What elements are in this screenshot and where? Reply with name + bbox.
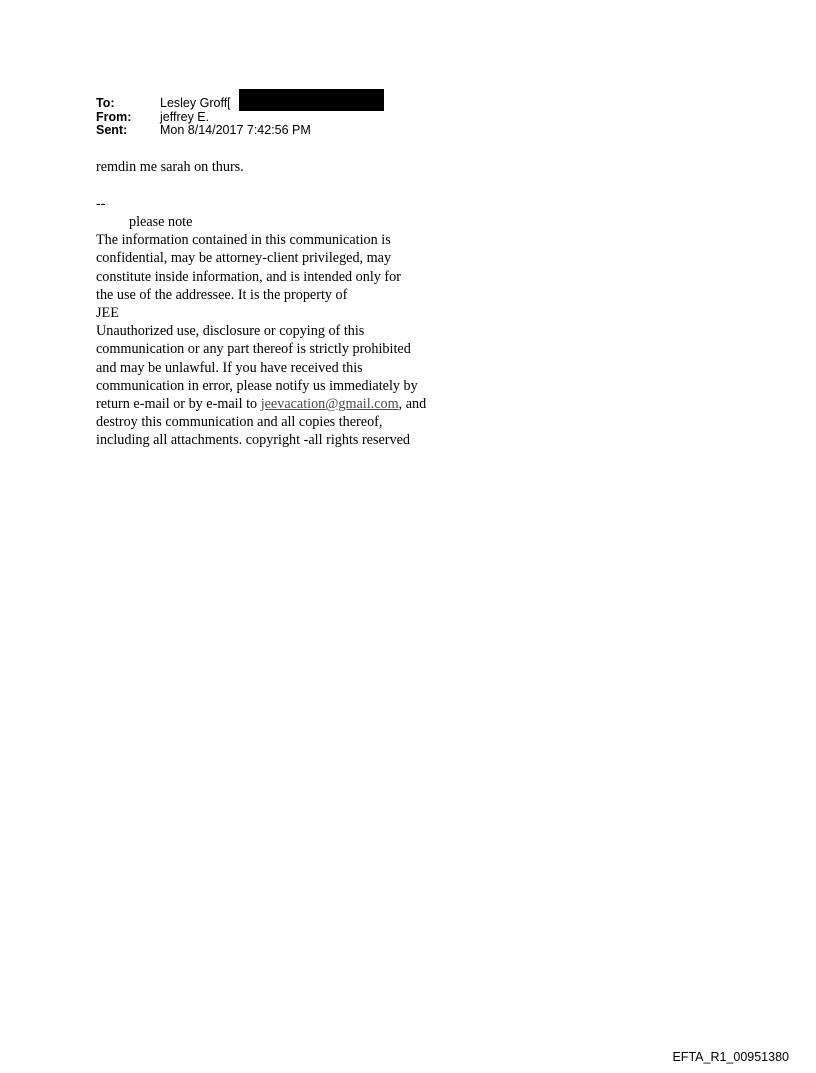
disclaimer-line: confidential, may be attorney-client privileged, may — [96, 250, 392, 267]
disclaimer-line: The information contained in this communication is — [96, 232, 391, 249]
redaction-block — [239, 89, 384, 111]
disclaimer-line: Unauthorized use, disclosure or copying of this — [96, 323, 365, 340]
disclaimer — [96, 213, 476, 450]
sent-row — [96, 124, 311, 138]
disclaimer-line: JEE — [96, 305, 119, 322]
email-link[interactable]: jeevacation@gmail.com — [260, 396, 399, 413]
signature-separator: -- — [96, 196, 106, 212]
link-prefix: return e-mail or by e-mail to — [96, 396, 261, 413]
from-value: jeffrey E. — [160, 109, 210, 124]
message-body: remdin me sarah on thurs. — [96, 159, 244, 175]
sent-value: Mon 8/14/2017 7:42:56 PM — [160, 123, 311, 137]
to-label: To: — [96, 96, 115, 110]
link-suffix: , and — [398, 396, 427, 413]
disclaimer-line: communication or any part thereof is strictly prohibited — [96, 341, 411, 358]
from-row — [96, 111, 311, 125]
sent-label: Sent: — [96, 123, 128, 137]
document-id: EFTA_R1_00951380 — [672, 1050, 789, 1064]
disclaimer-line: constitute inside information, and is intended only for — [96, 268, 401, 285]
disclaimer-line: the use of the addressee. It is the property of — [96, 286, 348, 303]
from-label: From: — [96, 109, 132, 124]
disclaimer-heading: please note — [129, 214, 193, 230]
disclaimer-line: and may be unlawful. If you have received this — [96, 359, 363, 376]
disclaimer-line: destroy this communication and all copies thereof, — [96, 414, 383, 431]
disclaimer-link-line — [96, 395, 476, 413]
disclaimer-line: communication in error, please notify us immediately by — [96, 377, 418, 394]
to-value: Lesley Groff[ — [160, 96, 231, 110]
disclaimer-line: including all attachments. copyright -all rights reserved — [96, 432, 411, 449]
